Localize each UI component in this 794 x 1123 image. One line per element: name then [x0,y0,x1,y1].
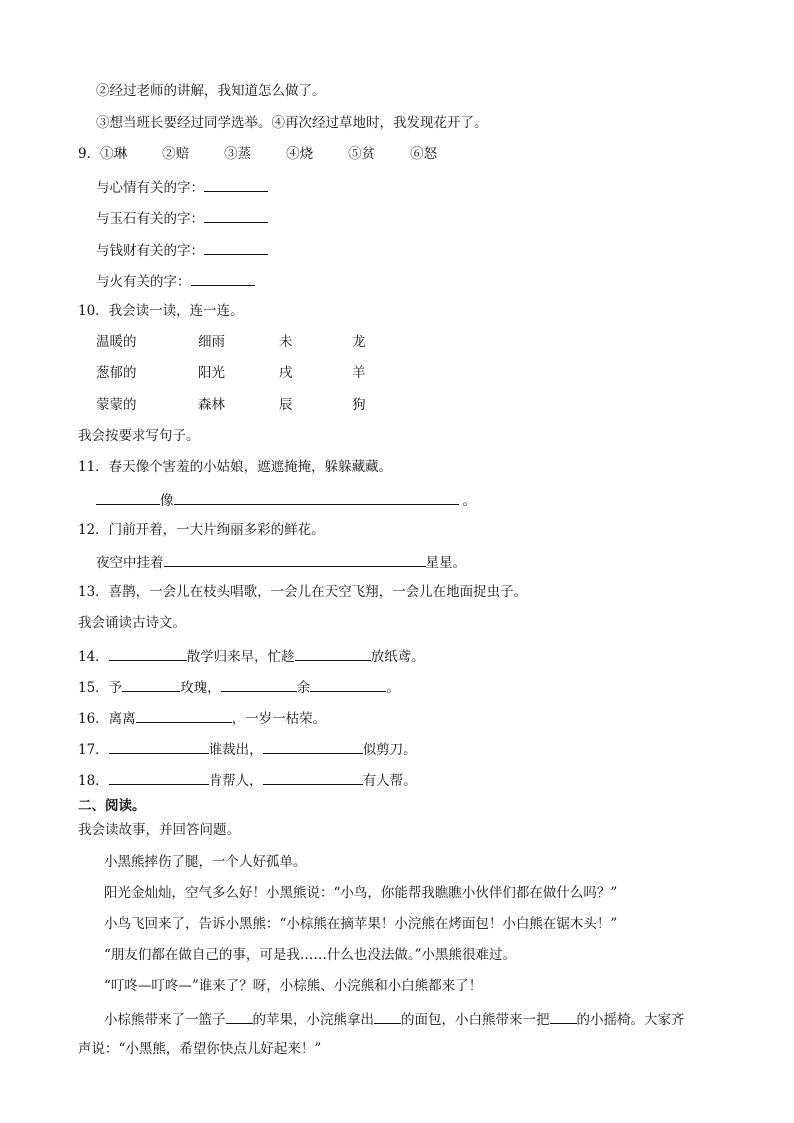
answer-blank[interactable] [204,240,268,255]
q15-text: 玫瑰， [180,680,221,696]
q14-text: 放纸鸢。 [370,649,425,665]
q9-row-money [96,240,268,260]
answer-blank[interactable] [295,646,371,661]
q10-cell[interactable]: 葱郁的 [96,365,137,381]
section-poems: 我会诵读古诗文。 [78,615,186,631]
answer-blank[interactable] [204,208,268,223]
q12-pre: 夜空中挂着 [96,555,164,571]
answer-blank[interactable] [226,1009,253,1024]
q10-cell[interactable]: 羊 [352,365,366,381]
answer-blank[interactable] [109,646,187,661]
answer-blank[interactable] [174,490,459,505]
q9-option: ④烧 [286,146,314,162]
answer-blank[interactable] [550,1009,577,1024]
q10-cell[interactable]: 温暖的 [96,334,137,350]
sentence-3-4: ③想当班长要经过同学选举。④再次经过草地时，我发现花开了。 [96,115,488,131]
answer-blank[interactable] [263,770,363,785]
q10-cell[interactable]: 细雨 [198,334,225,350]
q12-question: 12．门前开着，一大片绚丽多彩的鲜花。 [78,522,325,538]
q11-answer [96,490,476,510]
answer-blank[interactable] [109,739,209,754]
q13-question: 13．喜鹊，一会儿在枝头唱歌，一会儿在天空飞翔，一会儿在地面捉虫子。 [78,584,528,600]
story-paragraph: 小黑熊摔伤了腿，一个人好孤单。 [104,854,307,870]
q16-number: 16．离离 [78,711,136,727]
q11-end: 。 [462,493,476,509]
q9-option: ⑤贫 [348,146,376,162]
q14-text: 散学归来早，忙趁 [186,649,295,665]
story-paragraph: 小鸟飞回来了，告诉小黑熊：“小棕熊在摘苹果！小浣熊在烤面包！小白熊在锯木头！” [104,916,618,932]
answer-blank[interactable] [263,739,363,754]
story-paragraph [104,1009,685,1029]
q9-row-jade [96,208,268,228]
answer-blank[interactable] [136,708,232,723]
q9-number: 9． [78,146,101,162]
q9-row-label: 与钱财有关的字： [96,243,204,259]
q17-text: 谁裁出， [208,742,263,758]
story-text: 的面包，小白熊带来一把 [401,1012,550,1028]
story-paragraph: “叮咚—叮咚—”谁来了？呀，小棕熊、小浣熊和小白熊都来了！ [104,978,483,994]
story-text: 的苹果，小浣熊拿出 [252,1012,374,1028]
q17-number: 17． [78,742,109,758]
q10-cell[interactable]: 狗 [352,397,366,413]
q10-cell[interactable]: 阳光 [198,365,225,381]
q17-text: 似剪刀。 [362,742,417,758]
q9-row-label: 与玉石有关的字： [96,211,204,227]
q15-text: 余 [296,680,311,696]
q9-options [78,145,472,163]
q9-option: ①琳 [100,146,128,162]
answer-blank[interactable] [164,552,426,567]
q9-row-mood [96,177,268,197]
reading-instructions: 我会读故事，并回答问题。 [78,822,240,838]
q10-cell[interactable]: 戌 [279,365,293,381]
answer-blank[interactable] [122,677,180,692]
q18 [78,770,417,790]
q14-number: 14． [78,649,109,665]
q18-text: 有人帮。 [362,773,417,789]
answer-blank[interactable] [96,490,160,505]
story-paragraph: “朋友们都在做自己的事，可是我……什么也没法做。”小黑熊很难过。 [104,947,517,963]
q9-option: ②赔 [162,146,190,162]
answer-blank[interactable] [374,1009,401,1024]
q16-text: ，一岁一枯荣。 [231,711,327,727]
q9-option: ③蒸 [224,146,252,162]
q15-number: 15．予 [78,680,123,696]
q10-cell[interactable]: 蒙蒙的 [96,397,137,413]
q11-mid: 像 [160,493,174,509]
q10-cell[interactable]: 未 [279,334,293,350]
story-text: 的小摇椅。大家齐 [576,1012,685,1028]
q12-answer [96,552,466,572]
q18-number: 18． [78,773,109,789]
q9-option: ⑥怒 [410,146,438,162]
q15 [78,677,400,697]
answer-blank[interactable] [310,677,386,692]
q17 [78,739,417,759]
q9-row-label: 与心情有关的字： [96,180,204,196]
q15-text: 。 [386,680,400,696]
answer-blank[interactable] [221,677,297,692]
q14 [78,646,425,666]
story-paragraph: 声说：“小黑熊，希望你快点儿好起来！” [78,1041,322,1057]
q9-row-label: 与火有关的字： [96,274,191,290]
answer-blank[interactable] [191,271,255,286]
section-heading-reading: 二、阅读。 [78,798,146,814]
q11-question: 11．春天像个害羞的小姑娘，遮遮掩掩，躲躲藏藏。 [78,459,393,475]
section-write-sentences: 我会按要求写句子。 [78,428,200,444]
q10-title: 10．我会读一读，连一连。 [78,303,244,319]
answer-blank[interactable] [204,177,268,192]
q10-cell[interactable]: 辰 [279,397,293,413]
q12-post: 星星。 [425,555,466,571]
q16 [78,708,326,728]
story-text: 小棕熊带来了一篮子 [104,1012,226,1028]
q9-row-fire [96,271,255,291]
q10-cell[interactable]: 森林 [198,397,225,413]
q18-text: 肯帮人， [208,773,263,789]
q10-cell[interactable]: 龙 [352,334,366,350]
answer-blank[interactable] [109,770,209,785]
sentence-2: ②经过老师的讲解，我知道怎么做了。 [96,83,326,99]
story-paragraph: 阳光金灿灿，空气多么好！小黑熊说：“小鸟，你能帮我瞧瞧小伙伴们都在做什么吗？” [104,885,618,901]
